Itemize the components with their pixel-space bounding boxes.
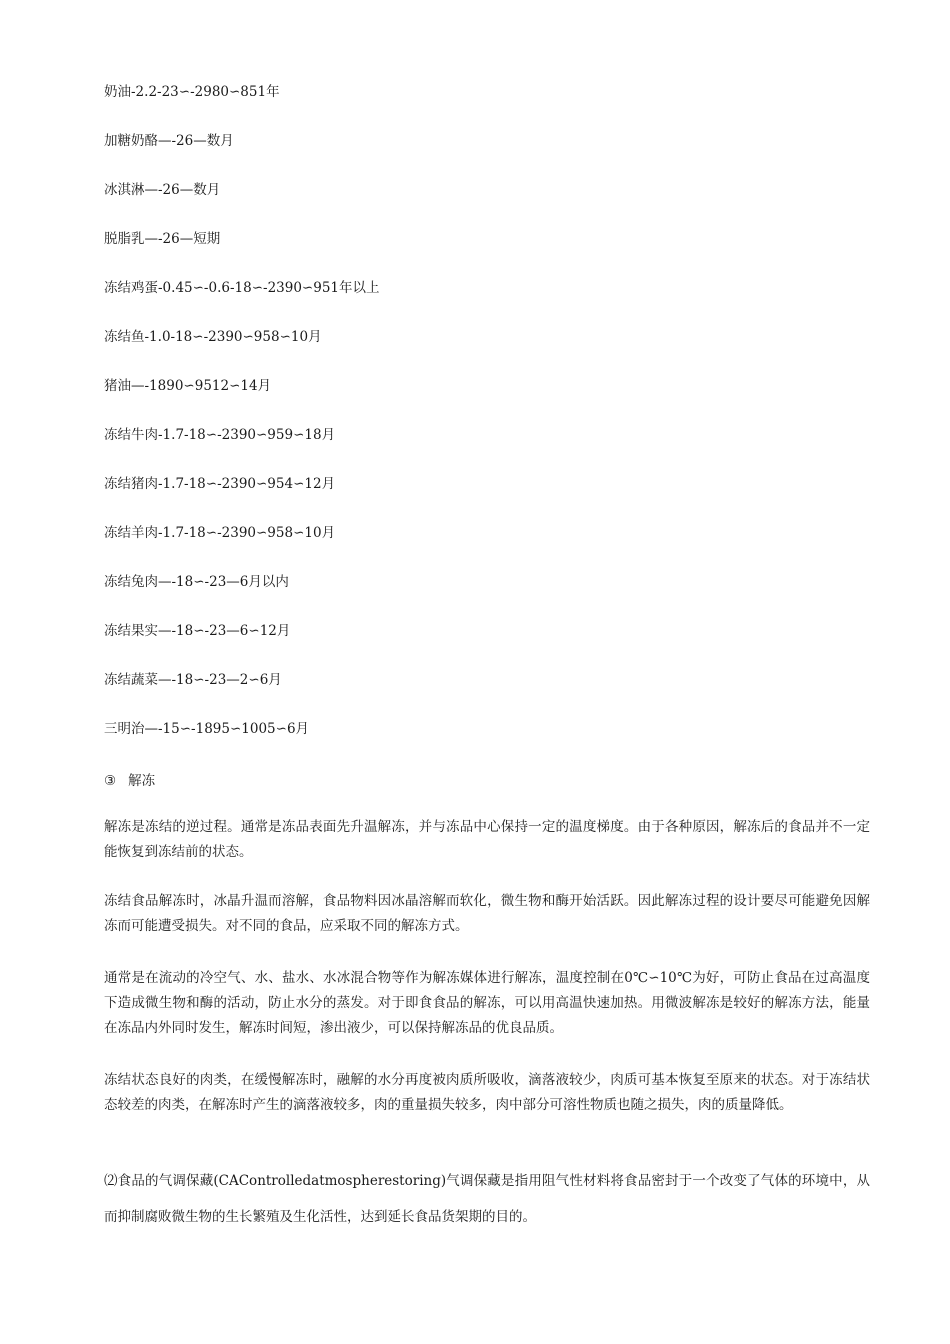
body-paragraph: 解冻是冻结的逆过程。通常是冻品表面先升温解冻，并与冻品中心保持一定的温度梯度。由于各种原因，解冻后的食品并不一定能恢复到冻结前的状态。: [104, 819, 870, 860]
storage-list-item: 冻结猪肉-1.7-18∽-2390∽954∽12月: [104, 476, 336, 492]
storage-list-item: 冻结果实—-18∽-23—6∽12月: [104, 623, 291, 639]
section-number: ③: [104, 773, 117, 789]
section-title: 解冻: [128, 773, 156, 789]
body-paragraph: 冻结状态良好的肉类，在缓慢解冻时，融解的水分再度被肉质所吸收，滴落液较少，肉质可基本恢复至原来的状态。对于冻结状态较差的肉类，在解冻时产生的滴落液较多，肉的重量损失较多，肉中部分可溶性物质也随之损失，肉的质量降低。: [104, 1072, 870, 1113]
storage-list-item: 奶油-2.2-23∽-2980∽851年: [104, 84, 280, 100]
body-paragraph: 通常是在流动的冷空气、水、盐水、水冰混合物等作为解冻媒体进行解冻，温度控制在0℃∽10℃为好，可防止食品在过高温度下造成微生物和酶的活动，防止水分的蒸发。对于即食食品的解冻，可以用高温快速加热。用微波解冻是较好的解冻方法，能量在冻品内外同时发生，解冻时间短，渗出液少，可以保持解冻品的优良品质。: [104, 970, 870, 1036]
storage-list-item: 冻结鱼-1.0-18∽-2390∽958∽10月: [104, 329, 322, 345]
storage-list-item: 冻结兔肉—-18∽-23—6月以内: [104, 574, 289, 590]
section-heading: [104, 771, 155, 791]
storage-list-item: 脱脂乳—-26—短期: [104, 231, 221, 247]
storage-list-item: 冻结羊肉-1.7-18∽-2390∽958∽10月: [104, 525, 336, 541]
storage-list-item: 冻结蔬菜—-18∽-23—2∽6月: [104, 672, 282, 688]
closing-paragraph: ⑵食品的气调保藏(CAControlledatmospherestoring)气调保藏是指用阻气性材料将食品密封于一个改变了气体的环境中，从而抑制腐败微生物的生长繁殖及生化活性，达到延长食品货架期的目的。: [104, 1173, 870, 1225]
storage-list-item: 三明治—-15∽-1895∽1005∽6月: [104, 721, 310, 737]
body-paragraph: 冻结食品解冻时，冰晶升温而溶解，食品物料因冰晶溶解而软化，微生物和酶开始活跃。因此解冻过程的设计要尽可能避免因解冻而可能遭受损失。对不同的食品，应采取不同的解冻方式。: [104, 893, 870, 934]
storage-list-item: 加糖奶酪—-26—数月: [104, 133, 234, 149]
storage-list-item: 冻结牛肉-1.7-18∽-2390∽959∽18月: [104, 427, 336, 443]
storage-list-item: 冻结鸡蛋-0.45∽-0.6-18∽-2390∽951年以上: [104, 280, 380, 296]
storage-list-item: 猪油—-1890∽9512∽14月: [104, 378, 272, 394]
storage-list-item: 冰淇淋—-26—数月: [104, 182, 221, 198]
